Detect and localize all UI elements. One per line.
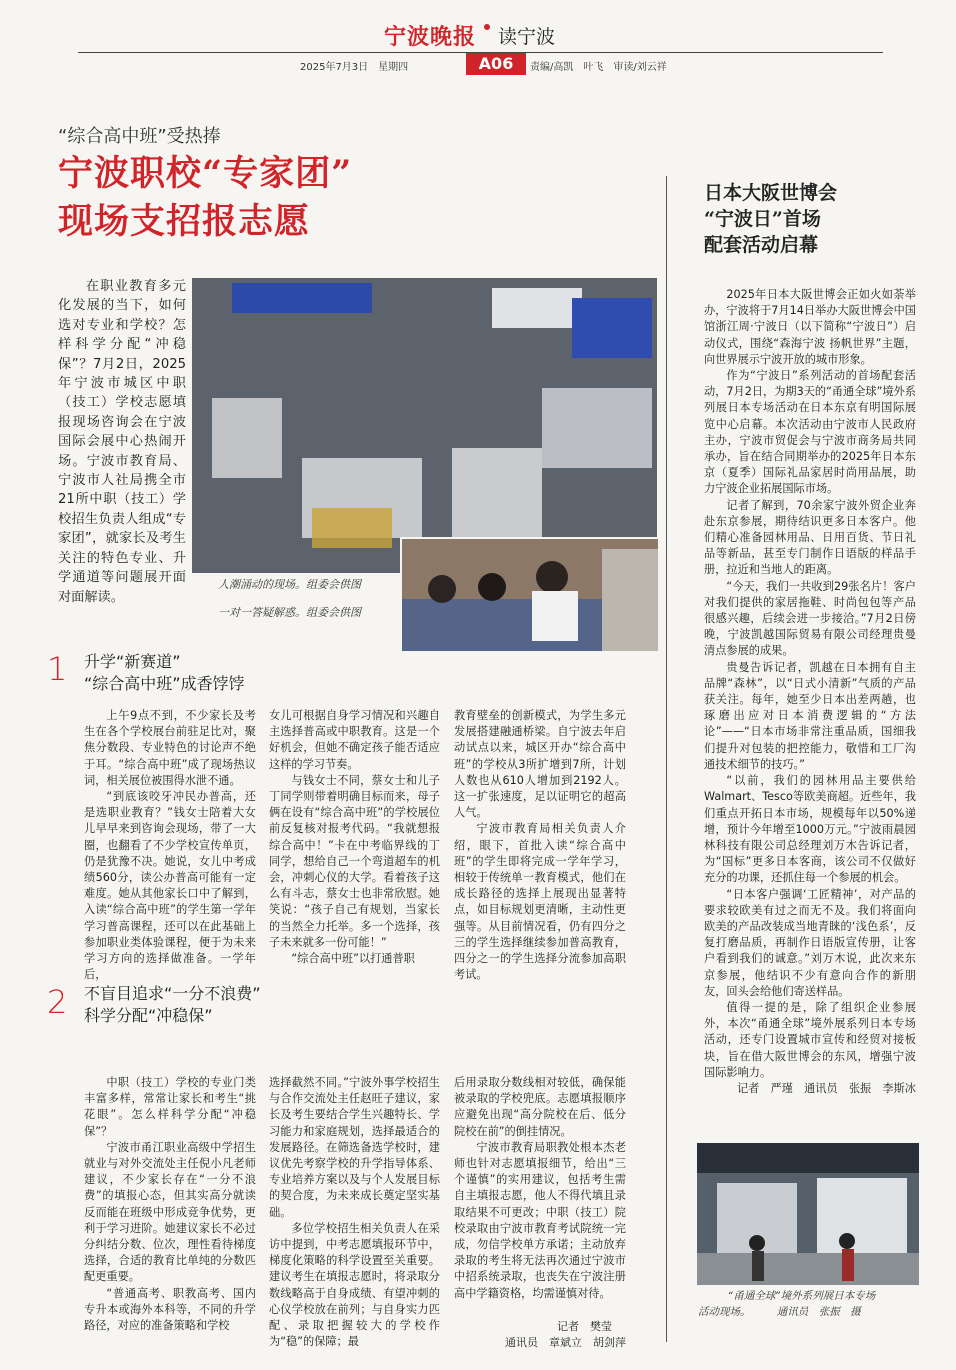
page-number-badge [466,53,526,75]
sidebar-headline-line-2: “宁波日”首场 [704,208,821,230]
expo-caption-line-1: “甬通全球”境外系列展日本专场 [728,1290,876,1302]
dateline: 2025年7月3日 星期四 [300,62,409,73]
paragraph: 作为“宁波日”系列活动的首场配套活动，7月2日，为期3天的“甬通全球”境外系列展日本专场活动在日本东京有明国际展览中心启幕。本次活动由宁波市人民政府主办，宁波市贸促会与宁波市商务局共同承办，旨在结合同期举办的2025年日本东京（夏季）国际礼品家居时尚用品展，助力宁波企业拓展国际市场。 [704,369,916,496]
section-2-credit-correspondents: 通讯员 章斌立 胡剑萍 [505,1336,626,1349]
sidebar-credit: 记者 严瑾 通讯员 张振 李斯冰 [736,1081,916,1095]
paragraph: 贵曼告诉记者，凯越在日本拥有自主品牌“森林”，以“日式小清新”气质的产品获关注。每年，她至少日本出差两趟，也琢磨出应对日本消费逻辑的“方法论”——“日本市场非常注重品质，国细我们提升对包装的把控能力，敬惜和工厂沟通技术细节的技巧。” [704,660,916,771]
paragraph: 2025年日本大阪世博会正如火如荼举办，宁波将于7月14日举办大阪世博会中国馆浙江周·宁波日（以下简称“宁波日”）启动仪式，围绕“森海宁波 扬帆世界”主题，向世界展示宁波开放的城市形象。 [704,288,916,366]
section-1-column-1 [84,708,256,983]
article-lead [58,277,186,607]
paragraph: 与钱女士不同，蔡女士和儿子丁同学则带着明确目标而来，母子俩在设有“综合高中班”的学校展位前反复核对报考代码。“我就想报综合高中！”卡在中考临界线的丁同学，想给自己一个弯道超车的机会，冲刺心仪的大学。看着孩子这么有斗志，蔡女士也非常欣慰。她笑说：“孩子自己有规划，当家长的当然全力托举。多一个选择，孩子未来就多一份可能！” [269,773,440,949]
paragraph: 选择截然不同。”宁波外事学校招生与合作交流处主任赵旺子建议，家长及考生要结合学生兴趣特长、学习能力和家庭规划，选择最适合的发展路径。在筛选备选学校时，建议优先考察学校的升学指导体系、专业培养方案以及与个人发展目标的契合度，为未来成长奠定坚实基础。 [269,1076,440,1219]
paragraph: 上午9点不到，不少家长及考生在各个学校展台前驻足比对，聚焦分数段、专业特色的讨论声不绝于耳。“综合高中班”成了现场热议词，相关展位被围得水泄不通。 [84,709,256,787]
paragraph: 教育壁垒的创新模式，为学生多元发展搭建融通桥梁。自宁波去年启动试点以来，城区开办“综合高中班”的学校从3所扩增到7所，计划人数也从610人增加到2192人。这一扩张速度，足以证明它的超高人气。 [454,709,626,820]
section-1-title-line-1: 升学“新赛道” [84,652,181,671]
paragraph: 后用录取分数线相对较低，确保能被录取的学校兜底。志愿填报顺序应避免出现“高分院校在后、低分院校在前”的倒挂情况。 [454,1076,626,1138]
consult-photo-art [402,539,658,651]
paragraph: 记者了解到，70余家宁波外贸企业奔赴东京参展，期待结识更多日本客户。他们精心准备园林用品、日用百货、节日礼品等新品，甚至专门制作日语版的样品手册，拉近和当地人的距离。 [704,498,916,577]
section-2-column-3 [454,1075,626,1302]
sidebar-headline [704,180,884,258]
crowd-photo-art [192,278,657,573]
section-2-credit-reporter: 记者 樊莹 [557,1320,612,1333]
paragraph: 宁波市教育局相关负责人介绍，眼下，首批入读“综合高中班”的学生即将完成一学年学习，相较于传统单一教育模式，他们在成长路径的选择上展现出显著特点，如目标规划更清晰，主动性更强等。从目前情况看，仍有四分之三的学生选择继续参加普高教育，四分之一的学生选择分流参加高职考试。 [454,822,626,982]
section-name: 读宁波 [498,26,556,48]
photo-caption-1: 人潮涌动的现场。组委会供图 [218,578,361,591]
paragraph: 女儿可根据自身学习情况和兴趣自主选择普高或中职教育。这是一个好机会，但她不确定孩子能否适应这样的学习节奏。 [269,709,440,771]
expo-photo-art [697,1143,919,1285]
sidebar-headline-line-1: 日本大阪世博会 [704,182,838,204]
paragraph: 多位学校招生相关负责人在采访中提到，中考志愿填报环节中，梯度化策略的科学设置至关重要。建议考生在填报志愿时，将录取分数线略高于自身成绩、有望冲刺的心仪学校放在前列；与自身实力匹配、录取把握较大的学校作为“稳”的保障；最 [269,1221,440,1349]
section-1-number: 1 [47,650,68,688]
paragraph: “到底该咬牙冲民办普高，还是选职业教育？”钱女士陪着大女儿早早来到咨询会现场，带了一大圈，也翻看了不少学校宣传单页，仍是犹豫不决。她说，女儿中考成绩560分，读公办普高可能有一定难度。她从其他家长口中了解到，入读“综合高中班”的学生第一学年学习普高课程，还可以在此基础上参加职业类体验课程，便于为未来学习方向的选择做准备。一学年后， [84,790,256,982]
section-2-heading [84,983,261,1027]
headline-line-2: 现场支招报志愿 [58,201,311,242]
section-2-title-line-1: 不盲目追求“一分不浪费” [84,984,261,1003]
paragraph: “日本客户强调‘工匠精神’，对产品的要求较欧美有过之而无不及。我们将面向欧美的产品改装成当地青睐的‘浅色系’，反复打磨品质，再制作日语版宣传册，让客户看到我们的诚意。”刘万木说，此次来东京参展，他结识不少有意向合作的新朋友，回头会给他们寄送样品。 [704,887,916,998]
photo-caption-2: 一对一答疑解惑。组委会供图 [218,606,361,619]
paragraph: 中职（技工）学校的专业门类丰富多样，常常让家长和考生“挑花眼”。怎么样科学分配“冲稳保”？ [84,1076,256,1138]
paragraph: “综合高中班”以打通普职 [291,952,415,966]
paragraph: 宁波市甬江职业高级中学招生就业与对外交流处主任倪小凡老师建议，不少家长存在“一分不浪费”的填报心态，但其实高分就读反而能在班级中形成竞争优势，更利于学习进阶。她建议家长不必过分纠结分数、位次，理性看待梯度选择，合适的教育比单纯的分数匹配更重要。 [84,1140,256,1284]
sidebar-headline-line-3: 配套活动启幕 [704,234,819,256]
paragraph: “普通高考、职教高考、国内专升本或海外本科等，不同的升学路径，对应的准备策略和学校 [84,1286,256,1333]
expo-photo [697,1143,919,1285]
section-2-column-2 [269,1075,440,1350]
editors-credit: 责编/高凯 叶飞 审读/刘云祥 [530,62,667,73]
section-2-column-1 [84,1075,256,1334]
column-divider [666,176,667,1342]
section-1-heading [84,651,245,695]
lead-text: 在职业教育多元化发展的当下，如何选对专业和学校？怎样科学分配“冲稳保”？7月2日，2025年宁波市城区中职（技工）学校志愿填报现场咨询会在宁波国际会展中心热闹开场。宁波市教育局、宁波市人社局携全市21所中职（技工）学校招生负责人组成“专家团”，就家长及考生关注的特色专业、升学通道等问题展开面对面解读。 [58,279,186,605]
masthead-logo: 宁波晚报 [384,24,477,50]
section-1-title-line-2: “综合高中班”成香饽饽 [84,674,245,693]
section-1-column-2 [269,708,440,967]
article-headline [58,150,478,246]
paragraph: 宁波市教育局职教处根本杰老师也针对志愿填报细节，给出“三个谨慎”的实用建议，包括考生需自主填报志愿，他人不得代填且录取结果不可更改；中职（技工）院校录取由宁波市教育考试院统一完成，勿信学校单方承诺；主动放弃录取的考生将无法再次通过宁波市中招系统录取，也丧失在宁波注册高中学籍资格，均需谨慎对待。 [454,1140,626,1300]
expo-photo-caption [698,1288,928,1320]
expo-caption-line-2: 活动现场。 通讯员 张振 摄 [698,1306,861,1318]
paragraph: “以前，我们的园林用品主要供给Walmart、Tesco等欧美商超。近些年，我们重点开拓日本市场，规模每年以50%递增，预计今年增至1000万元。”宁波雨晨园林科技有限公司总经理刘万木告诉记者，为“国标”更多日本客商，该公司不仅做好充分的功课，还抓住每一个参展的机会。 [704,774,916,885]
headline-line-1: 宁波职校“专家团” [58,153,353,194]
sidebar-body [704,287,916,1097]
section-1-column-3 [454,708,626,983]
section-2-title-line-2: 科学分配“冲稳保” [84,1006,213,1025]
section-2-number: 2 [47,983,68,1021]
masthead-dot [484,24,490,30]
paragraph: “今天，我们一共收到29张名片！客户对我们提供的家居拖鞋、时尚包包等产品很感兴趣，后续会进一步接洽。”7月2日傍晚，宁波凯越国际贸易有限公司经理贵曼清点参展的成果。 [704,579,916,658]
consult-photo [400,537,660,653]
page-number: A06 [478,54,514,73]
article-kicker: “综合高中班”受热捧 [58,126,221,147]
paragraph: 值得一提的是，除了组织企业参展外，本次“甬通全球”境外展系列日本专场活动，还专门设置城市宣传和经贸对接板块，旨在借大阪世博会的东风，增强宁波国际影响力。 [704,1000,916,1079]
crowd-photo [192,278,657,573]
